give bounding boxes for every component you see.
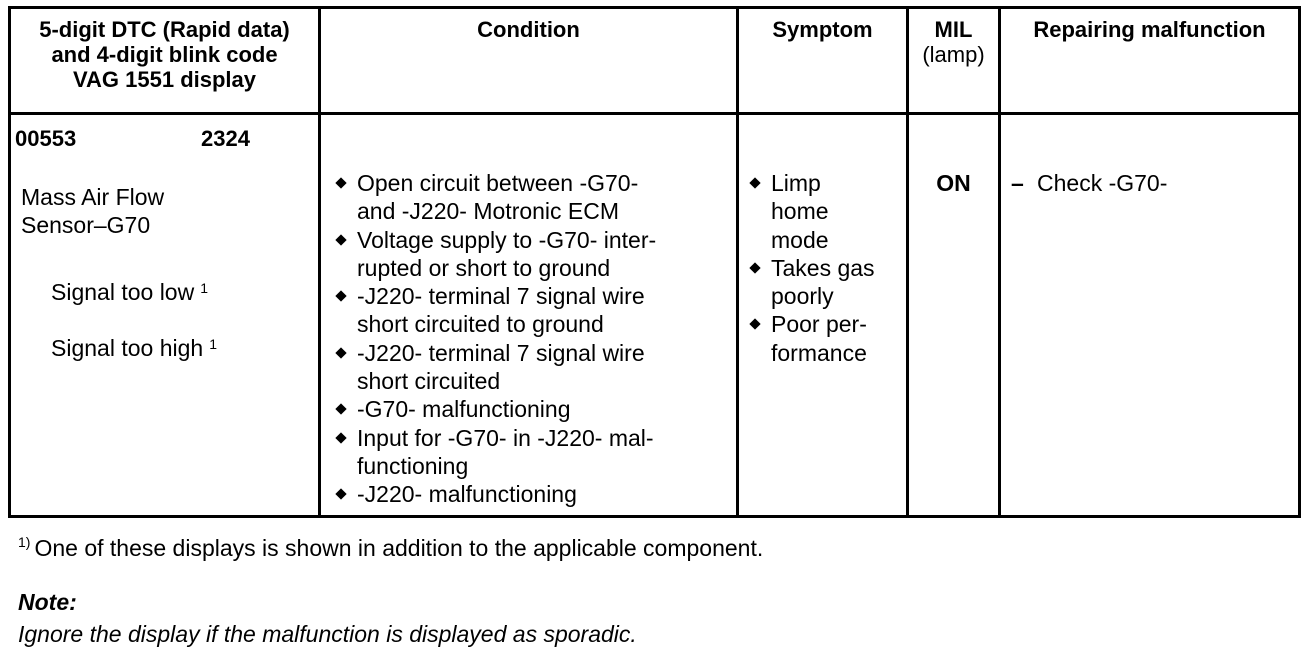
dash-bullet: – <box>1011 170 1024 196</box>
list-item <box>335 282 736 339</box>
dtc-5digit-code: 00553 <box>15 126 77 151</box>
signal-too-high <box>11 334 318 362</box>
mil-status: ON <box>936 170 971 196</box>
condition-line: and -J220- Motronic ECM <box>357 198 620 225</box>
repair-cell <box>1000 114 1300 517</box>
symptom-line: mode <box>771 226 829 253</box>
footnote <box>18 534 763 562</box>
component-name <box>11 183 318 240</box>
component-name-line: Sensor–G70 <box>21 212 151 239</box>
table-row <box>10 114 1300 517</box>
condition-line: Voltage supply to -G70- inter- <box>357 226 657 253</box>
condition-line: -G70- malfunctioning <box>357 396 571 423</box>
condition-line: functioning <box>357 452 469 479</box>
dtc-codes <box>11 115 318 171</box>
list-item <box>749 169 906 254</box>
header-dtc-line: 5-digit DTC (Rapid data) <box>39 17 290 42</box>
header-symptom: Symptom <box>738 8 908 114</box>
note-text: Ignore the display if the malfunction is displayed as sporadic. <box>18 621 637 647</box>
symptom-line: formance <box>771 339 867 366</box>
list-item <box>335 169 736 226</box>
diamond-bullet-icon <box>335 291 346 302</box>
diamond-bullet-icon <box>749 319 760 330</box>
condition-list <box>321 169 736 509</box>
diamond-bullet-icon <box>335 489 346 500</box>
component-name-line: Mass Air Flow <box>21 184 165 210</box>
signal-too-low <box>11 278 318 306</box>
list-item <box>749 310 906 367</box>
symptom-line: Poor per- <box>771 311 867 338</box>
diamond-bullet-icon <box>335 177 346 188</box>
condition-line: -J220- malfunctioning <box>357 481 577 508</box>
condition-line: Open circuit between -G70- <box>357 170 639 196</box>
condition-line: Input for -G70- in -J220- mal- <box>357 424 654 451</box>
list-item <box>335 480 736 508</box>
blink-code: 2324 <box>201 126 250 151</box>
symptom-line: home <box>771 198 829 225</box>
condition-line: -J220- terminal 7 signal wire <box>357 339 645 366</box>
symptom-list <box>739 169 906 367</box>
footnote-ref: 1 <box>200 279 208 296</box>
footnote-text: One of these displays is shown in addition to the applicable component. <box>34 535 764 561</box>
header-dtc-line: VAG 1551 display <box>72 67 256 92</box>
header-repair: Repairing malfunction <box>1000 8 1300 114</box>
list-item <box>335 424 736 481</box>
header-dtc-line: and 4-digit blink code <box>51 42 278 67</box>
condition-line: short circuited <box>357 368 501 395</box>
condition-line: rupted or short to ground <box>357 254 611 281</box>
condition-line: short circuited to ground <box>357 311 604 338</box>
dtc-cell <box>10 114 320 517</box>
dtc-table <box>8 6 1301 518</box>
symptom-line: poorly <box>771 283 834 310</box>
note-title: Note: <box>18 589 77 615</box>
diamond-bullet-icon <box>749 177 760 188</box>
diamond-bullet-icon <box>335 404 346 415</box>
header-mil-line: MIL <box>934 17 973 42</box>
diamond-bullet-icon <box>335 347 346 358</box>
list-item <box>335 395 736 423</box>
header-mil-line: (lamp) <box>922 42 985 67</box>
symptom-line: Limp <box>771 170 821 196</box>
symptom-cell <box>738 114 908 517</box>
repair-step <box>1001 169 1298 197</box>
table-header-row <box>10 8 1300 114</box>
list-item <box>335 226 736 283</box>
list-item <box>749 254 906 311</box>
signal-low-text: Signal too low <box>51 278 195 305</box>
footnote-marker: 1) <box>18 534 31 550</box>
footnote-ref: 1 <box>209 335 217 352</box>
signal-high-text: Signal too high <box>51 334 204 361</box>
condition-line: -J220- terminal 7 signal wire <box>357 283 645 310</box>
symptom-line: Takes gas <box>771 254 875 281</box>
header-mil <box>908 8 1000 114</box>
header-condition: Condition <box>320 8 738 114</box>
header-dtc <box>10 8 320 114</box>
repair-text: Check -G70- <box>1037 170 1168 196</box>
diamond-bullet-icon <box>335 432 346 443</box>
mil-cell <box>908 114 1000 517</box>
diamond-bullet-icon <box>749 262 760 273</box>
list-item <box>335 339 736 396</box>
condition-cell <box>320 114 738 517</box>
diamond-bullet-icon <box>335 234 346 245</box>
